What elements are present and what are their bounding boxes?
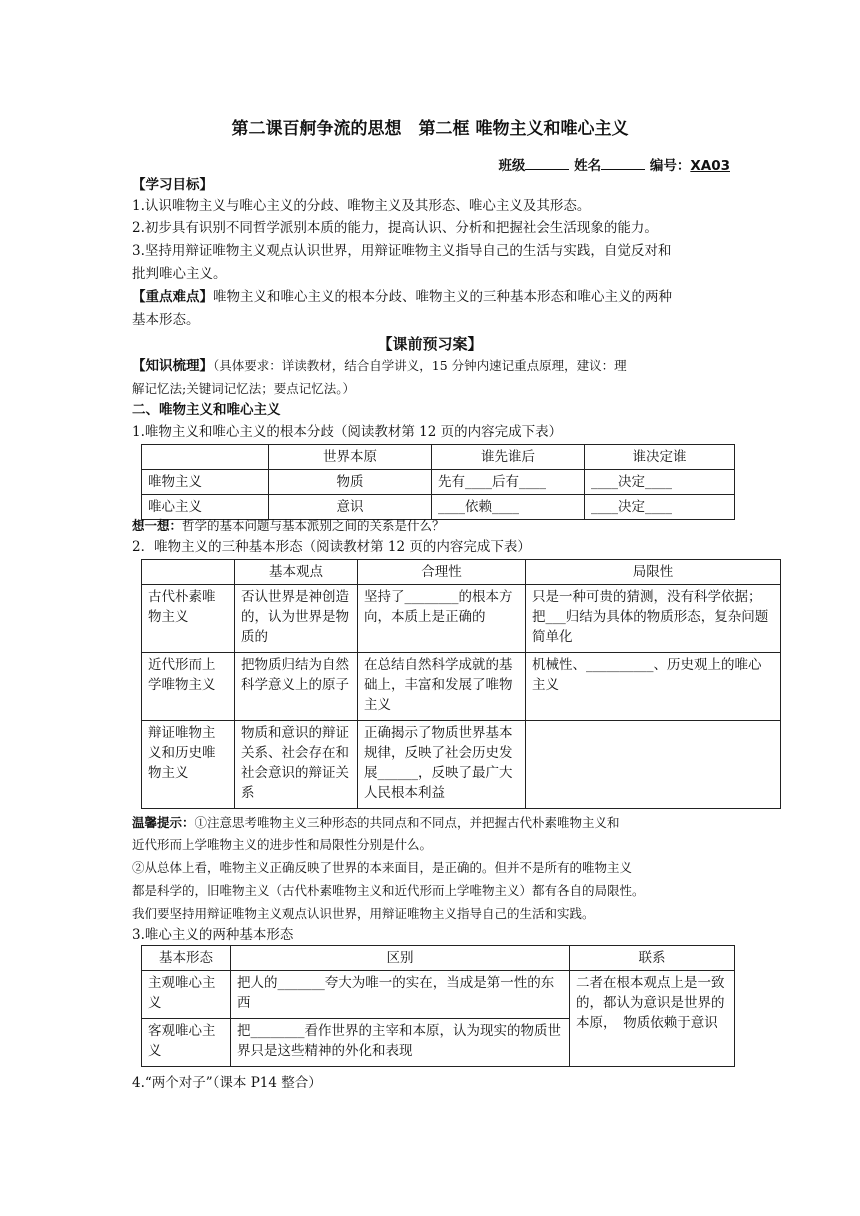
- table-cell-link: 二者在根本观点上是一致的，都认为意识是世界的本原， 物质依赖于意识: [570, 971, 735, 1067]
- table-row: [142, 585, 781, 653]
- tip-text: ①注意思考唯物主义三种形态的共同点和不同点，并把握古代朴素唯物主义和: [194, 815, 620, 830]
- table-row: [142, 721, 781, 809]
- think-line: [132, 516, 732, 535]
- key-points-heading: 【重点难点】: [132, 289, 213, 305]
- table-fundamental-divergence: [141, 444, 735, 520]
- name-blank[interactable]: [601, 157, 645, 170]
- table-header-cell: 基本形态: [142, 946, 231, 971]
- table-cell[interactable]: ____决定____: [585, 470, 735, 495]
- question-4: 4.“两个对子”（课本 P14 整合）: [132, 1075, 322, 1091]
- tip-line: [132, 812, 732, 833]
- table-materialism-forms: [141, 559, 781, 809]
- table-cell[interactable]: ____依赖____: [432, 495, 585, 520]
- table-header-cell: 世界本原: [269, 445, 432, 470]
- key-points-text: 唯物主义和唯心主义的根本分歧、唯物主义的三种基本形态和唯心主义的两种: [213, 289, 672, 305]
- knowledge-line: [132, 356, 732, 376]
- key-points-text-cont: 基本形态。: [132, 312, 200, 328]
- table-cell[interactable]: 正确揭示了物质世界基本规律，反映了社会历史发展______，反映了最广大人民根本利益: [358, 721, 526, 809]
- tip-text: ②从总体上看，唯物主义正确反映了世界的本来面目，是正确的。但并不是所有的唯物主义: [132, 860, 633, 875]
- table-cell: 意识: [269, 495, 432, 520]
- table-cell: 物质: [269, 470, 432, 495]
- table-cell: 唯物主义: [142, 470, 269, 495]
- table-cell: 古代朴素唯物主义: [142, 585, 235, 653]
- table-cell: 主观唯心主义: [142, 971, 231, 1019]
- table-cell: 在总结自然科学成就的基础上，丰富和发展了唯物主义: [358, 653, 526, 721]
- table-cell[interactable]: 机械性、__________、历史观上的唯心主义: [526, 653, 781, 721]
- table-header-cell: 局限性: [526, 560, 781, 585]
- table-cell: 否认世界是神创造的，认为世界是物质的: [235, 585, 358, 653]
- table-row: [142, 971, 735, 1019]
- section-heading: 二、唯物主义和唯心主义: [132, 402, 281, 418]
- table-header-cell: 区别: [231, 946, 570, 971]
- table-header-row: [142, 946, 735, 971]
- table-header-cell: 基本观点: [235, 560, 358, 585]
- class-label: 班级: [498, 158, 526, 174]
- tip-text: 我们要坚持用辩证唯物主义观点认识世界，用辩证唯物主义指导自己的生活和实践。: [132, 906, 595, 921]
- table-header-cell: 谁先谁后: [432, 445, 585, 470]
- goal-item: 1.认识唯物主义与唯心主义的分歧、唯物主义及其形态、唯心主义及其形态。: [132, 198, 591, 214]
- table-cell: 唯心主义: [142, 495, 269, 520]
- goal-item: 3.坚持用辩证唯物主义观点认识世界，用辩证唯物主义指导自己的生活与实践，自觉反对和: [132, 243, 672, 259]
- table-row: [142, 653, 781, 721]
- table-cell[interactable]: ____决定____: [585, 495, 735, 520]
- key-points: [132, 288, 732, 307]
- table-cell: 辩证唯物主义和历史唯物主义: [142, 721, 235, 809]
- preview-heading: 【课前预习案】: [377, 335, 483, 353]
- table-cell: 近代形而上学唯物主义: [142, 653, 235, 721]
- table-header-row: [142, 445, 735, 470]
- table-idealism-forms: [141, 945, 735, 1067]
- number-label: 编号：: [649, 158, 691, 174]
- class-blank[interactable]: [525, 157, 569, 170]
- table-header-cell: [142, 560, 235, 585]
- table-header-cell: 谁决定谁: [585, 445, 735, 470]
- knowledge-text: （具体要求：详读教材，结合自学讲义，15 分钟内速记重点原理，建议：理: [213, 358, 627, 373]
- table-cell[interactable]: 坚持了________的根本方向，本质上是正确的: [358, 585, 526, 653]
- think-text: 哲学的基本问题与基本派别之间的关系是什么？: [182, 518, 445, 533]
- table-cell[interactable]: 把________看作世界的主宰和本原，认为现实的物质世界只是这些精神的外化和表现: [231, 1019, 570, 1067]
- number-value: XA03: [690, 158, 730, 174]
- table-cell[interactable]: [526, 721, 781, 809]
- goal-item: 批判唯心主义。: [132, 266, 227, 282]
- tip-text: 都是科学的，旧唯物主义（古代朴素唯物主义和近代形而上学唯物主义）都有各自的局限性。: [132, 883, 645, 898]
- table-cell: 物质和意识的辩证关系、社会存在和社会意识的辩证关系: [235, 721, 358, 809]
- think-label: 想一想：: [132, 518, 183, 533]
- table-cell[interactable]: 把人的_______夸大为唯一的实在，当成是第一性的东西: [231, 971, 570, 1019]
- question-1: 1.唯物主义和唯心主义的根本分歧（阅读教材第 12 页的内容完成下表）: [132, 424, 563, 440]
- knowledge-heading: 【知识梳理】: [132, 358, 213, 374]
- table-cell[interactable]: 先有____后有____: [432, 470, 585, 495]
- table-cell: 客观唯心主义: [142, 1019, 231, 1067]
- question-2: 2．唯物主义的三种基本形态（阅读教材第 12 页的内容完成下表）: [132, 539, 531, 555]
- tip-text: 近代形而上学唯物主义的进步性和局限性分别是什么。: [132, 837, 433, 852]
- name-label: 姓名: [574, 158, 602, 174]
- table-header-row: [142, 560, 781, 585]
- table-cell[interactable]: 只是一种可贵的猜测，没有科学依据；把___归结为具体的物质形态，复杂问题简单化: [526, 585, 781, 653]
- goal-item: 2.初步具有识别不同哲学派别本质的能力，提高认识、分析和把握社会生活现象的能力。: [132, 220, 658, 236]
- table-header-cell: [142, 445, 269, 470]
- table-row: [142, 470, 735, 495]
- table-cell: 把物质归结为自然科学意义上的原子: [235, 653, 358, 721]
- knowledge-text-cont: 解记忆法;关键词记忆法；要点记忆法。）: [132, 381, 355, 396]
- question-3: 3.唯心主义的两种基本形态: [132, 927, 294, 943]
- table-header-cell: 联系: [570, 946, 735, 971]
- tip-label: 温馨提示：: [132, 815, 195, 830]
- goals-heading: 【学习目标】: [132, 177, 213, 193]
- student-info-line: [498, 154, 730, 174]
- table-header-cell: 合理性: [358, 560, 526, 585]
- page-title: 第二课百舸争流的思想 第二框 唯物主义和唯心主义: [231, 119, 629, 139]
